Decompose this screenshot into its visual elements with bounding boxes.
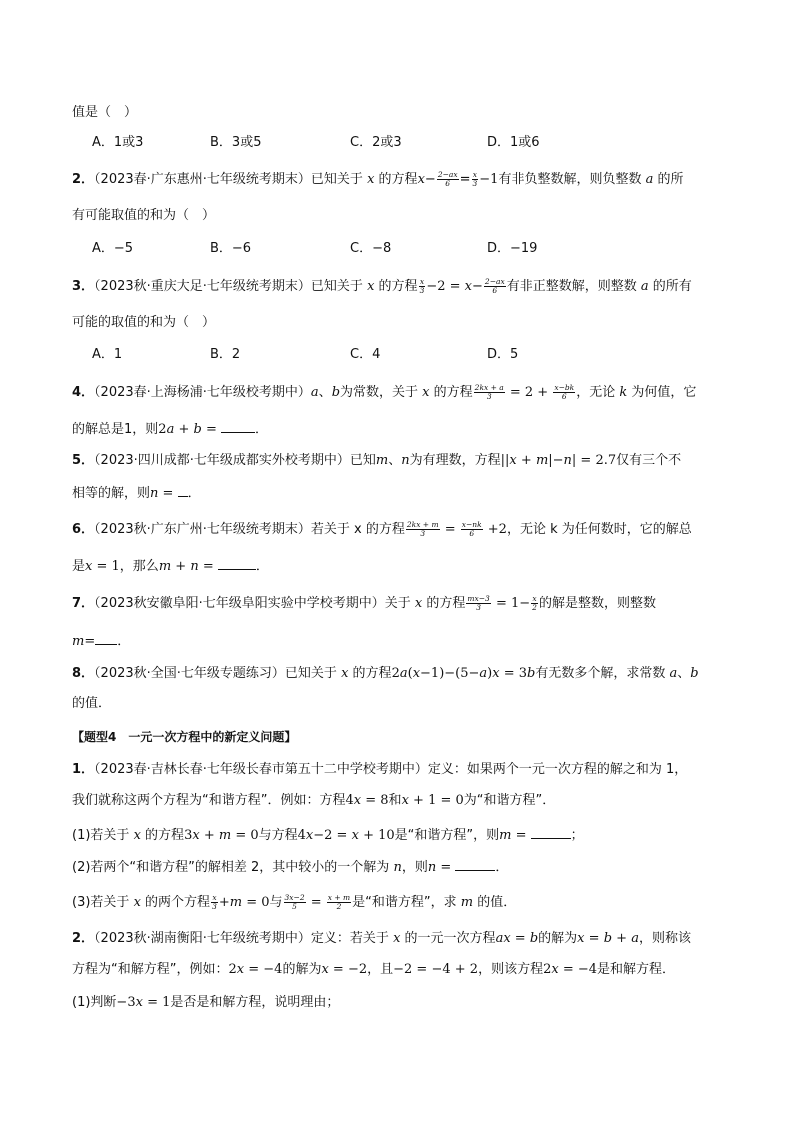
option-d: D．−19	[487, 241, 538, 256]
section-question-1: 1．（2023春·吉林长春·七年级长春市第五十二中学校考期中）定义：如果两个一元一次方程的解之和为 1，	[72, 762, 688, 777]
question-source: （2023秋·湖南衡阳·七年级统考期中）	[94, 931, 311, 946]
fraction: $\frac{2-ax}{6}$	[484, 277, 505, 295]
fraction: $\frac{x + m}{2}$	[327, 893, 351, 911]
question-source: （2023秋·广东广州·七年级统考期末）	[94, 522, 311, 537]
fraction: $\frac{x-nk}{6}$	[461, 520, 482, 538]
q1-tail: 值是（ ）	[72, 105, 138, 120]
answer-blank[interactable]	[531, 826, 571, 839]
fraction: $\frac{x}{3}$	[419, 277, 425, 295]
fraction: $\frac{2-ax}{6}$	[437, 170, 458, 188]
question-5: 5．（2023·四川成都·七年级成都实外校考期中）已知m、n为有理数，方程||x + m|−n| = 2.7仅有三个不	[72, 453, 682, 468]
q2-options	[92, 240, 537, 258]
question-source: （2023秋·全国·七年级专题练习）	[94, 666, 285, 681]
fraction: $\frac{x}{3}$	[212, 893, 217, 911]
fraction: $\frac{x}{3}$	[472, 170, 478, 188]
answer-blank[interactable]	[95, 632, 117, 645]
option-d: D．1或6	[487, 135, 540, 150]
question-7-line2: m= ．	[72, 634, 131, 649]
answer-blank[interactable]	[178, 484, 188, 497]
section-question-1-part3: (3)若关于 x 的两个方程 $\frac{x}{3}$ +m = 0与 $\frac{3x-2}{5}$ = $\frac{x + m}{2}$ 是“和谐方程”，求 m 的值．	[72, 893, 517, 911]
answer-blank[interactable]	[455, 858, 495, 871]
fraction: $\frac{mx-3}{3}$	[467, 594, 490, 612]
fraction: $\frac{x-bk}{6}$	[554, 383, 575, 401]
section-question-2-part1: (1)判断−3x = 1是否是和解方程，说明理由；	[72, 995, 340, 1010]
answer-blank[interactable]	[221, 420, 255, 433]
question-2-line2: 有可能取值的和为（ ）	[72, 208, 216, 223]
option-c: C．2或3	[350, 135, 402, 150]
option-b: B．3或5	[210, 135, 262, 150]
question-source: （2023秋安徽阜阳·七年级阜阳实验中学校考期中）	[94, 596, 385, 611]
option-a: A．1	[92, 347, 123, 362]
question-3: 3．（2023秋·重庆大足·七年级统考期末）已知关于 x 的方程 $\frac{x}{3}$ −2 = x− $\frac{2-ax}{6}$ 有非正整数解，则整数 a 的所有	[72, 277, 692, 295]
answer-blank[interactable]	[218, 557, 256, 570]
question-4-line2: 的解总是1，则2a + b = ．	[72, 422, 269, 437]
fraction: $\frac{2kx + a}{3}$	[474, 383, 504, 401]
question-4: 4．（2023春·上海杨浦·七年级校考期中）a、b为常数，关于 x 的方程 $\frac{2kx + a}{3}$ = 2 + $\frac{x-bk}{6}$ ，无论 k 为何值，它	[72, 383, 697, 401]
fraction: $\frac{x}{2}$	[532, 594, 537, 612]
question-source: （2023秋·重庆大足·七年级统考期末）	[94, 279, 311, 294]
question-2: 2．（2023春·广东惠州·七年级统考期末）已知关于 x 的方程x− $\frac{2-ax}{6}$ = $\frac{x}{3}$ −1有非负整数解，则负整数 a 的所	[72, 170, 684, 188]
question-source: （2023春·上海杨浦·七年级校考期中）	[94, 385, 311, 400]
section-question-2-line2: 方程为“和解方程”，例如：2x = −4的解为x = −2，且−2 = −4 + 2，则该方程2x = −4是和解方程．	[72, 962, 676, 977]
fraction: $\frac{2kx + m}{3}$	[406, 520, 439, 538]
question-3-line2: 可能的取值的和为（ ）	[72, 315, 216, 330]
section-question-2: 2．（2023秋·湖南衡阳·七年级统考期中）定义：若关于 x 的一元一次方程ax = b的解为x = b + a，则称该	[72, 931, 691, 946]
option-c: C．−8	[350, 241, 392, 256]
question-6-line2: 是x = 1，那么m + n = ．	[72, 559, 269, 574]
fraction: $\frac{3x-2}{5}$	[284, 893, 305, 911]
option-a: A．1或3	[92, 135, 144, 150]
section-question-1-part2: (2)若两个“和谐方程”的解相差 2，其中较小的一个解为 n，则n = ．	[72, 860, 509, 875]
section-question-1-line2: 我们就称这两个方程为“和谐方程”．例如：方程4x = 8和x + 1 = 0为“和谐方程”．	[72, 793, 556, 808]
question-6: 6．（2023秋·广东广州·七年级统考期末）若关于 x 的方程 $\frac{2kx + m}{3}$ = $\frac{x-nk}{6}$ +2，无论 k 为任何数时，它的解总	[72, 520, 692, 538]
question-source: （2023春·吉林长春·七年级长春市第五十二中学校考期中）	[94, 762, 428, 777]
question-8: 8．（2023秋·全国·七年级专题练习）已知关于 x 的方程2a(x−1)−(5−a)x = 3b有无数多个解，求常数 a、b	[72, 666, 699, 681]
option-b: B．−6	[210, 241, 252, 256]
option-b: B．2	[210, 347, 241, 362]
question-7: 7．（2023秋安徽阜阳·七年级阜阳实验中学校考期中）关于 x 的方程 $\frac{mx-3}{3}$ = 1− $\frac{x}{2}$ 的解是整数，则整数	[72, 594, 656, 612]
option-a: A．−5	[92, 241, 134, 256]
q3-options	[92, 346, 518, 364]
q1-options	[92, 134, 540, 152]
question-5-line2: 相等的解，则n = ．	[72, 486, 201, 501]
option-c: C．4	[350, 347, 381, 362]
section-heading: 【题型4 一元一次方程中的新定义问题】	[72, 730, 297, 744]
option-d: D．5	[487, 347, 519, 362]
section-question-1-part1: (1)若关于 x 的方程3x + m = 0与方程4x−2 = x + 10是“和谐方程”，则m = ；	[72, 828, 584, 843]
question-8-line2: 的值．	[72, 696, 112, 711]
question-source: （2023春·广东惠州·七年级统考期末）	[94, 172, 311, 187]
question-source: （2023·四川成都·七年级成都实外校考期中）	[94, 453, 350, 468]
